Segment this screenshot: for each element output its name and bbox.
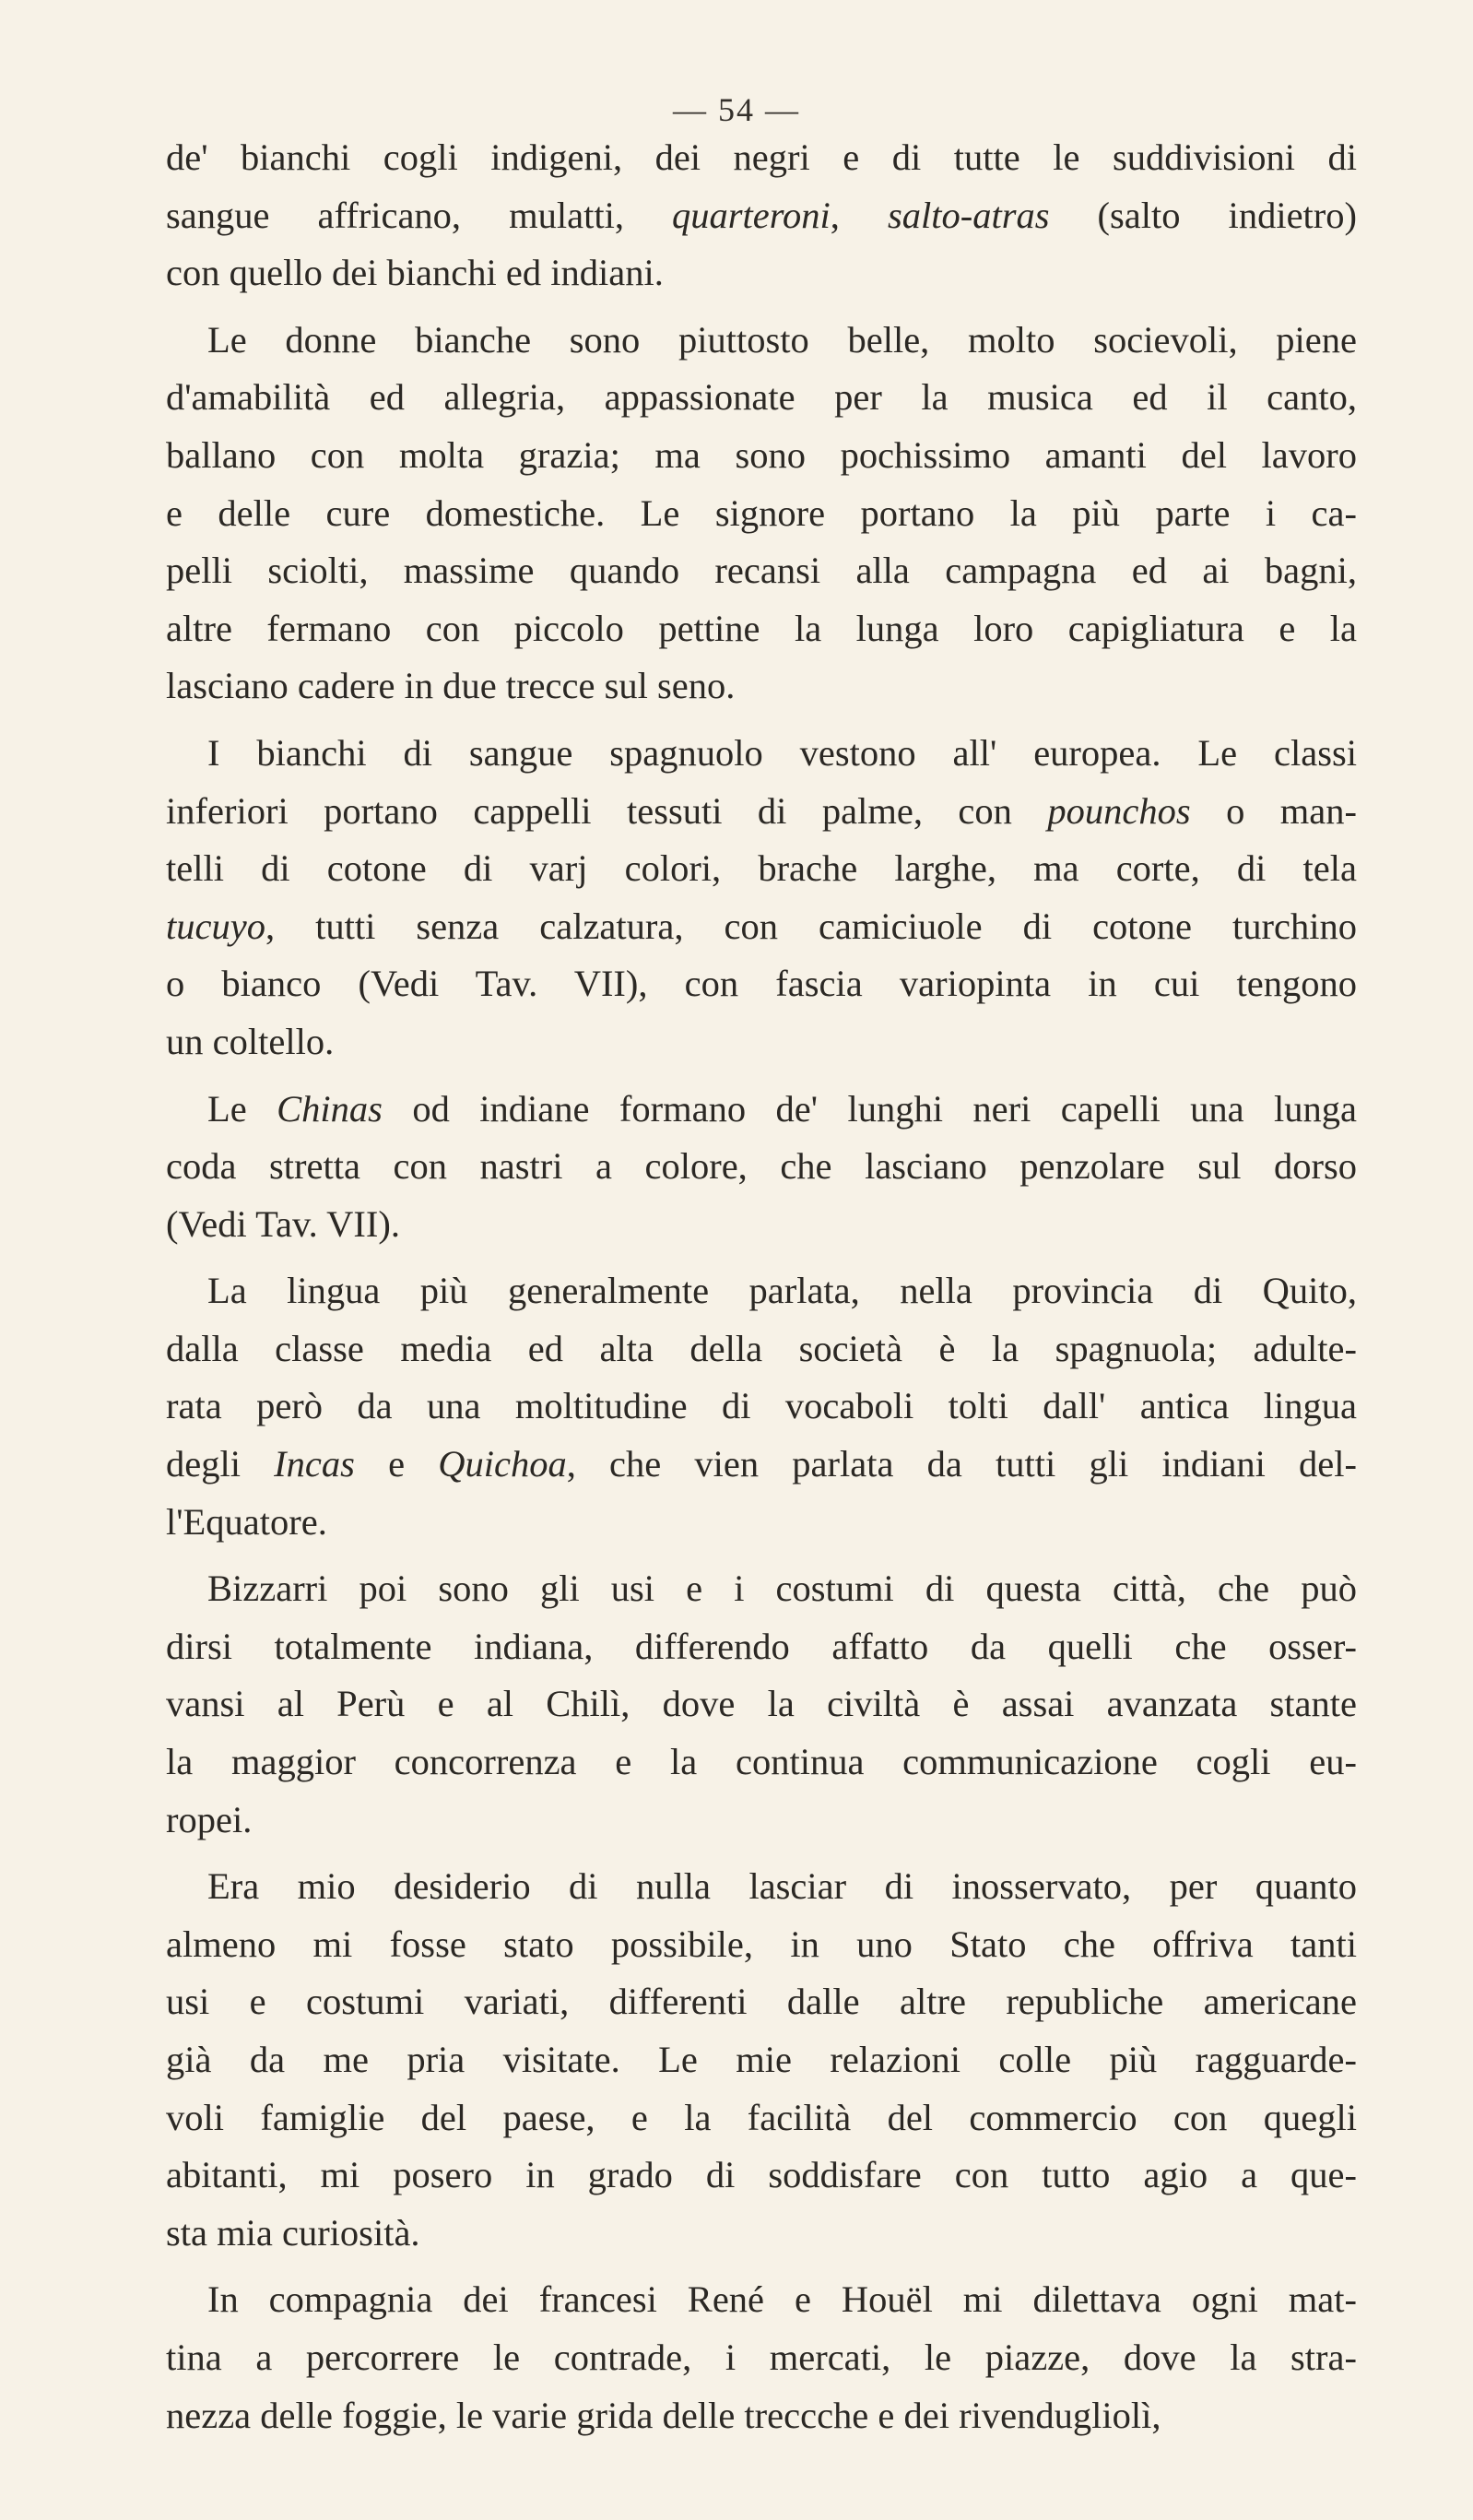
text-line: o bianco (Vedi Tav. VII), con fascia variopinta in cui tengono <box>166 963 1357 1005</box>
paragraph <box>166 725 1357 1071</box>
text-line: (Vedi Tav. VII). <box>166 1202 400 1245</box>
body-text <box>166 129 1357 2444</box>
text-line: ropei. <box>166 1798 253 1840</box>
paragraph-gap <box>166 1849 1357 1858</box>
text-line: e delle cure domestiche. Le signore portano la più parte i ca- <box>166 491 1357 534</box>
text-line: pelli sciolti, massime quando recansi alla campagna ed ai bagni, <box>166 550 1357 592</box>
text-line: ballano con molta grazia; ma sono pochissimo amanti del lavoro <box>166 433 1357 476</box>
paragraph-gap <box>166 1551 1357 1560</box>
italic-term: tucuyo <box>166 905 265 947</box>
text-line: tina a percorrere le contrade, i mercati, le piazze, dove la stra- <box>166 2336 1357 2378</box>
text-line: dirsi totalmente indiana, differendo affatto da quelli che osser- <box>166 1625 1357 1667</box>
text-line: altre fermano con piccolo pettine la lunga loro capigliatura e la <box>166 607 1357 649</box>
text-line: nezza delle foggie, le varie grida delle treccche e dei rivendugliolì, <box>166 2394 1161 2436</box>
text-line: almeno mi fosse stato possibile, in uno Stato che offriva tanti <box>166 1923 1357 1965</box>
text-line: già da me pria visitate. Le mie relazioni colle più ragguarde- <box>166 2039 1357 2080</box>
text-line: voli famiglie del paese, e la facilità del commercio con quegli <box>166 2096 1357 2138</box>
paragraph <box>166 1858 1357 2262</box>
text-line: de' bianchi cogli indigeni, dei negri e di tutte le suddivisioni di <box>166 136 1357 178</box>
paragraph-gap <box>166 2262 1357 2271</box>
text-line: rata però da una moltitudine di vocaboli tolti dall' antica lingua <box>166 1385 1357 1427</box>
text-line: lasciano cadere in due trecce sul seno. <box>166 665 736 707</box>
paragraph <box>166 1081 1357 1254</box>
paragraph-gap <box>166 302 1357 312</box>
text-line: inferiori portano cappelli tessuti di palme, con pounchos o man- <box>166 789 1358 832</box>
text-line: La lingua più generalmente parlata, nella provincia di Quito, <box>207 1270 1357 1312</box>
text-line: l'Equatore. <box>166 1500 327 1543</box>
paragraph-gap <box>166 716 1357 725</box>
text-line: sangue affricano, mulatti, quarteroni, salto-atras (salto indietro) <box>166 194 1358 236</box>
text-line: Le Chinas od indiane formano de' lunghi neri capelli una lunga <box>207 1087 1357 1130</box>
text-line: I bianchi di sangue spagnuolo vestono all' europea. Le classi <box>207 731 1357 774</box>
text-line: un coltello. <box>166 1020 335 1062</box>
text-line: telli di cotone di varj colori, brache larghe, ma corte, di tela <box>166 847 1357 890</box>
text-line: vansi al Perù e al Chilì, dove la civiltà è assai avanzata stante <box>166 1683 1357 1725</box>
text-line: sta mia curiosità. <box>166 2211 420 2254</box>
text-line: Le donne bianche sono piuttosto belle, molto socievoli, piene <box>207 318 1357 361</box>
text-line: con quello dei bianchi ed indiani. <box>166 252 664 294</box>
text-line: dalla classe media ed alta della società è la spagnuola; adulte- <box>166 1327 1357 1369</box>
paragraph <box>166 2271 1357 2444</box>
text-line: Bizzarri poi sono gli usi e i costumi di questa città, che può <box>207 1568 1357 1610</box>
paragraph <box>166 129 1357 302</box>
paragraph-gap <box>166 1071 1357 1081</box>
italic-term: Incas <box>274 1443 355 1485</box>
text-line: Era mio desiderio di nulla lasciar di inosservato, per quanto <box>207 1865 1357 1908</box>
paragraph <box>166 1262 1357 1551</box>
text-line: d'amabilità ed allegria, appassionate per la musica ed il canto, <box>166 376 1357 419</box>
paragraph <box>166 312 1357 716</box>
text-line: coda stretta con nastri a colore, che lasciano penzolare sul dorso <box>166 1145 1357 1188</box>
italic-term: salto-atras <box>887 194 1050 236</box>
paragraph <box>166 1560 1357 1849</box>
text-line: degli Incas e Quichoa, che vien parlata da tutti gli indiani del- <box>166 1443 1357 1485</box>
text-line: usi e costumi variati, differenti dalle altre republiche americane <box>166 1981 1357 2023</box>
paragraph-gap <box>166 1253 1357 1262</box>
italic-term: pounchos <box>1047 789 1191 832</box>
page-number: — 54 — <box>673 91 800 128</box>
text-line: la maggior concorrenza e la continua communicazione cogli eu- <box>166 1741 1357 1783</box>
text-line: abitanti, mi posero in grado di soddisfare con tutto agio a que- <box>166 2154 1357 2196</box>
text-line: In compagnia dei francesi René e Houël mi dilettava ogni mat- <box>207 2278 1357 2321</box>
italic-term: quarteroni <box>672 194 831 236</box>
italic-term: Chinas <box>277 1087 383 1130</box>
text-line: tucuyo, tutti senza calzatura, con camiciuole di cotone turchino <box>166 905 1357 947</box>
italic-term: Quichoa <box>438 1443 567 1485</box>
